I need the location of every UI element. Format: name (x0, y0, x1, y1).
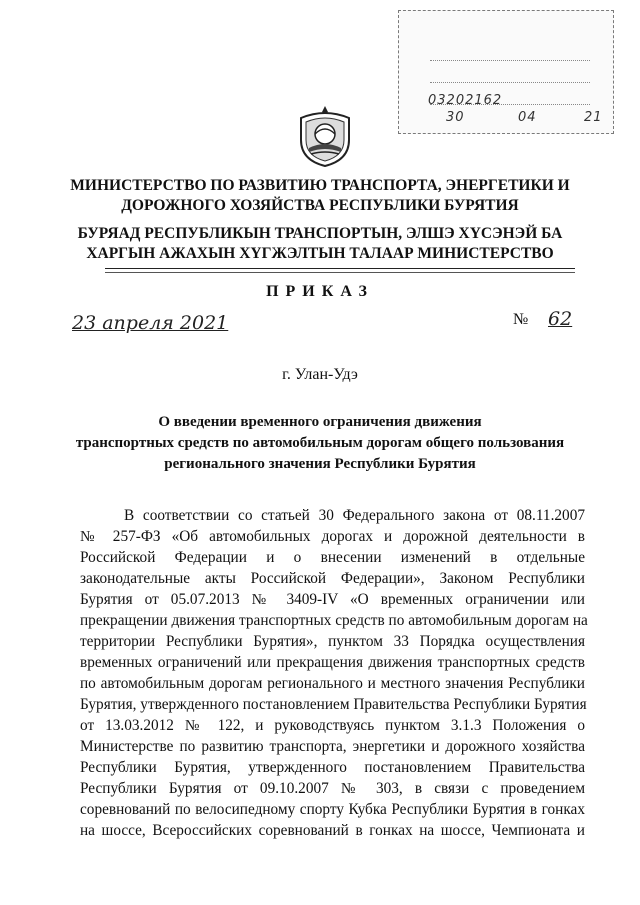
ministry-name-ru-line1: МИНИСТЕРСТВО ПО РАЗВИТИЮ ТРАНСПОРТА, ЭНЕРГЕТИКИ И (70, 177, 570, 194)
body-line: № 257-ФЗ «Об автомобильных дорогах и дорожной деятельности в (80, 528, 585, 545)
stamp-month: 04 (518, 110, 537, 125)
subject-line2: транспортных средств по автомобильным дорогам общего пользования (75, 435, 565, 451)
body-line: Министерстве по развитию транспорта, энергетики и дорожного хозяйства (80, 738, 585, 755)
ministry-name-ru-line2: ДОРОЖНОГО ХОЗЯЙСТВА РЕСПУБЛИКИ БУРЯТИЯ (121, 197, 519, 214)
stamp-line (430, 82, 590, 83)
ministry-name-bua-line2: ХАРГЫН АЖАХЫН ХҮГЖЭЛТЫН ТАЛААР МИНИСТЕРСТВО (86, 245, 554, 262)
body-line: на шоссе, Всероссийских соревнований в гонках на шоссе, Чемпионата и (80, 822, 585, 839)
stamp-day: 30 (446, 110, 465, 125)
registration-stamp (398, 10, 614, 134)
body-line: от 13.03.2012 № 122, и руководствуясь пунктом 3.1.3 Положения о (80, 717, 585, 734)
header-divider (105, 268, 575, 269)
stamp-year: 21 (584, 110, 603, 125)
number-label: № (513, 311, 529, 328)
ministry-name-bua-line1: БУРЯАД РЕСПУБЛИКЫН ТРАНСПОРТЫН, ЭЛШЭ ХҮСЭНЭЙ БА (77, 225, 563, 242)
document-number: 62 (548, 308, 573, 330)
body-line: законодательные акты Российской Федерации», Законом Республики (80, 570, 585, 587)
body-line: Российской Федерации и о внесении изменений в отдельные (80, 549, 585, 566)
body-line: Республики Бурятия от 09.10.2007 № 303, в связи с проведением (80, 780, 585, 797)
document-date: 23 апреля 2021 (72, 312, 229, 334)
coat-of-arms-icon (297, 104, 353, 168)
body-line: территории Республики Бурятия», пунктом 33 Порядка осуществления (80, 633, 585, 650)
body-line: Бурятия от 05.07.2013 № 3409-IV «О временных ограничении или (80, 591, 585, 608)
body-line: Бурятия, утвержденного постановлением Правительства Республики Бурятия (80, 696, 587, 713)
body-line: соревнований по велосипедному спорту Кубка Республики Бурятия в гонках (80, 801, 585, 818)
subject-line1: О введении временного ограничения движения (158, 414, 482, 430)
header-divider (105, 272, 575, 273)
document-type-title: ПРИКАЗ (266, 283, 374, 300)
stamp-line (430, 60, 590, 61)
body-line: В соответствии со статьей 30 Федерального закона от 08.11.2007 (124, 507, 585, 524)
body-line: по автомобильным дорогам регионального и местного значения Республики (80, 675, 585, 692)
stamp-registration-number: 03202162 (428, 93, 503, 108)
body-line: Республики Бурятия, утвержденного постановлением Правительства (80, 759, 585, 776)
city-line: г. Улан-Удэ (282, 366, 358, 383)
body-line: временных ограничений или прекращения движения транспортных средств (80, 654, 585, 671)
subject-line3: регионального значения Республики Бурятия (164, 456, 476, 472)
body-line: прекращении движения транспортных средств по автомобильным дорогам на (80, 612, 588, 629)
